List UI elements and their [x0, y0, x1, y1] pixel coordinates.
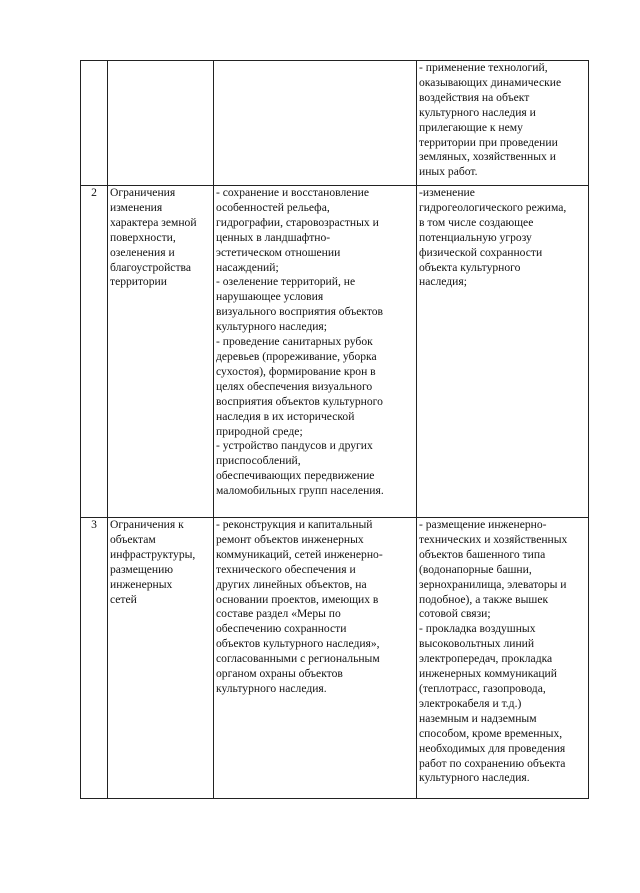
restricted-activities [417, 61, 589, 186]
text-line: - проведение санитарных рубок [216, 335, 373, 349]
row-number [81, 61, 108, 186]
text-line: - размещение инженерно- [419, 518, 547, 531]
text-line: территории при проведении [419, 135, 558, 149]
text-line: в том числе создающее [419, 215, 534, 229]
regulation-table-body [81, 61, 589, 799]
text-line: - применение технологий, [419, 61, 548, 74]
text-line: культурного наследия. [216, 681, 327, 695]
text-line: территории [110, 275, 167, 289]
text-line: приспособлений, [216, 454, 301, 468]
regulation-table [80, 60, 589, 799]
text-line: - сохранение и восстановление [216, 186, 369, 199]
text-line: эстетическом отношении [216, 245, 341, 259]
restriction-title [108, 61, 214, 186]
text-line: физической сохранности [419, 245, 543, 259]
text-line: восприятия объектов культурного [216, 394, 383, 408]
text-line: (водонапорные башни, [419, 562, 532, 576]
text-line: высоковольтных линий [419, 637, 535, 651]
text-line: гидрографии, старовозрастных и [216, 215, 379, 229]
text-line: обеспечивающих передвижение [216, 469, 375, 483]
restriction-title [108, 186, 214, 518]
text-line: технического обеспечения и [216, 562, 356, 576]
restricted-activities [417, 186, 589, 518]
text-line: согласованными с региональным [216, 652, 380, 666]
text-line: электропередач, прокладка [419, 652, 553, 666]
text-line: способом, кроме временных, [419, 726, 563, 740]
text-line: изменения [110, 200, 163, 214]
text-line: составе раздел «Меры по [216, 607, 341, 621]
text-line: характера земной [110, 215, 197, 229]
text-line: инженерных коммуникаций [419, 667, 557, 681]
text-line: подобное), а также вышек [419, 592, 549, 606]
text-line: коммуникаций, сетей инженерно- [216, 547, 383, 561]
restricted-activities [417, 518, 589, 799]
text-line: озеленения и [110, 245, 175, 259]
text-line: работ по сохранению объекта [419, 756, 566, 770]
text-line: культурного наследия и [419, 105, 536, 119]
restriction-title [108, 518, 214, 799]
text-line: (теплотрасс, газопровода, [419, 681, 546, 695]
text-line: поверхности, [110, 230, 176, 244]
table-row [81, 518, 589, 799]
text-line: культурного наследия. [419, 771, 530, 785]
text-line: электрокабеля и т.д.) [419, 696, 522, 710]
text-line: воздействия на объект [419, 90, 530, 104]
text-line: насаждений; [216, 260, 279, 274]
text-line: других линейных объектов, на [216, 577, 367, 591]
text-line: природной среде; [216, 424, 303, 438]
allowed-activities [214, 518, 417, 799]
text-line: - устройство пандусов и других [216, 439, 373, 453]
text-line: - озеленение территорий, не [216, 275, 356, 289]
text-line: основании проектов, имеющих в [216, 592, 379, 606]
text-line: Ограничения к [110, 518, 184, 531]
text-line: объектов башенного типа [419, 547, 546, 561]
text-line: зернохранилища, элеваторы и [419, 577, 567, 591]
text-line: сотовой связи; [419, 607, 491, 621]
text-line: Ограничения [110, 186, 176, 199]
allowed-activities [214, 186, 417, 518]
text-line: сухостоя), формирование крон в [216, 364, 376, 378]
text-line: размещению [110, 562, 173, 576]
text-line: ценных в ландшафтно- [216, 230, 331, 244]
text-line: обеспечению сохранности [216, 622, 347, 636]
text-line: деревьев (прореживание, уборка [216, 349, 377, 363]
text-line: оказывающих динамические [419, 75, 562, 89]
table-row [81, 61, 589, 186]
text-line: инженерных [110, 577, 173, 591]
table-row [81, 186, 589, 518]
text-line: ремонт объектов инженерных [216, 532, 364, 546]
text-line: наследия в их исторической [216, 409, 355, 423]
text-line: - прокладка воздушных [419, 622, 536, 636]
allowed-activities [214, 61, 417, 186]
text-line: инфраструктуры, [110, 547, 196, 561]
text-line: органом охраны объектов [216, 667, 343, 681]
text-line: гидрогеологического режима, [419, 200, 567, 214]
text-line: сетей [110, 592, 137, 606]
text-line: - реконструкция и капитальный [216, 518, 373, 531]
row-number: 2 [81, 186, 108, 518]
text-line: технических и хозяйственных [419, 532, 568, 546]
text-line: потенциальную угрозу [419, 230, 532, 244]
text-line: иных работ. [419, 165, 478, 179]
text-line: земляных, хозяйственных и [419, 150, 556, 164]
text-line: визуального восприятия объектов [216, 305, 384, 319]
text-line: необходимых для проведения [419, 741, 566, 755]
text-line: объекта культурного [419, 260, 521, 274]
text-line: прилегающие к нему [419, 120, 523, 134]
text-line: маломобильных групп населения. [216, 484, 384, 498]
text-line: наследия; [419, 275, 467, 289]
text-line: благоустройства [110, 260, 191, 274]
text-line: -изменение [419, 186, 475, 199]
row-number: 3 [81, 518, 108, 799]
text-line: особенностей рельефа, [216, 200, 330, 214]
text-line: наземным и надземным [419, 711, 537, 725]
text-line: целях обеспечения визуального [216, 379, 373, 393]
text-line: культурного наследия; [216, 320, 327, 334]
text-line: объектам [110, 532, 156, 546]
text-line: нарушающее условия [216, 290, 324, 304]
text-line: объектов культурного наследия», [216, 637, 380, 651]
